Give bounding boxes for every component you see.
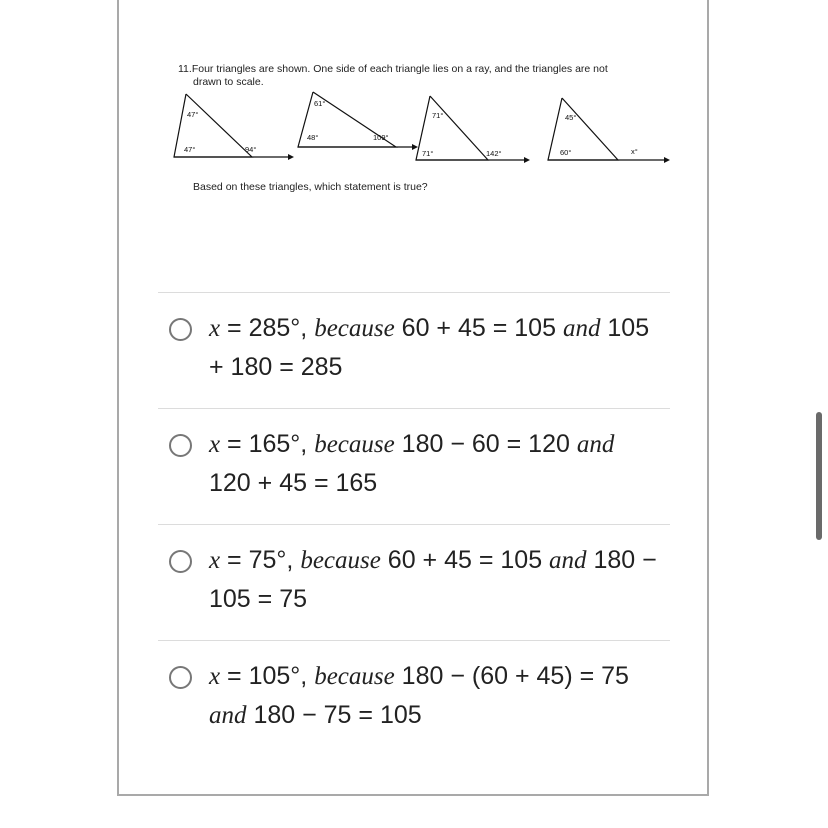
t3-exterior-angle: 142° [486, 149, 502, 158]
t2-left-angle: 48° [307, 133, 319, 142]
t1-top-angle: 47° [187, 110, 199, 119]
t1-left-angle: 47° [184, 145, 196, 154]
answer-text: x = 75°, because 60 + 45 = 105 and 180 − 105 = 75 [209, 546, 657, 613]
radio-button-icon[interactable] [169, 550, 192, 573]
answer-option-3[interactable] [158, 524, 670, 640]
answer-option-4[interactable] [158, 640, 670, 756]
answer-text: x = 105°, because 180 − (60 + 45) = 75 and 180 − 75 = 105 [209, 662, 629, 729]
t4-top-angle: 45° [565, 113, 577, 122]
radio-button-icon[interactable] [169, 318, 192, 341]
radio-button-icon[interactable] [169, 434, 192, 457]
t2-exterior-angle: 109° [373, 133, 389, 142]
t3-left-angle: 71° [422, 149, 434, 158]
t1-exterior-angle: 94° [245, 145, 257, 154]
question-text [178, 63, 658, 89]
t2-top-angle: 61° [314, 99, 326, 108]
answer-option-2[interactable] [158, 408, 670, 524]
answer-text: x = 165°, because 180 − 60 = 120 and 120 + 45 = 165 [209, 430, 615, 497]
t3-top-angle: 71° [432, 111, 444, 120]
triangle-4 [548, 98, 618, 160]
triangles-figure [168, 90, 672, 168]
t4-exterior-angle: x° [631, 147, 638, 156]
scrollbar-thumb[interactable] [816, 412, 822, 540]
answer-option-1[interactable] [158, 292, 670, 408]
question-prompt: Based on these triangles, which statement is true? [193, 181, 428, 193]
t4-left-angle: 60° [560, 148, 572, 157]
question-line-2: drawn to scale. [193, 76, 264, 88]
answer-text: x = 285°, because 60 + 45 = 105 and 105 + 180 = 285 [209, 314, 650, 381]
radio-button-icon[interactable] [169, 666, 192, 689]
question-line-1: 11.Four triangles are shown. One side of each triangle lies on a ray, and the triangles are not [178, 63, 608, 75]
